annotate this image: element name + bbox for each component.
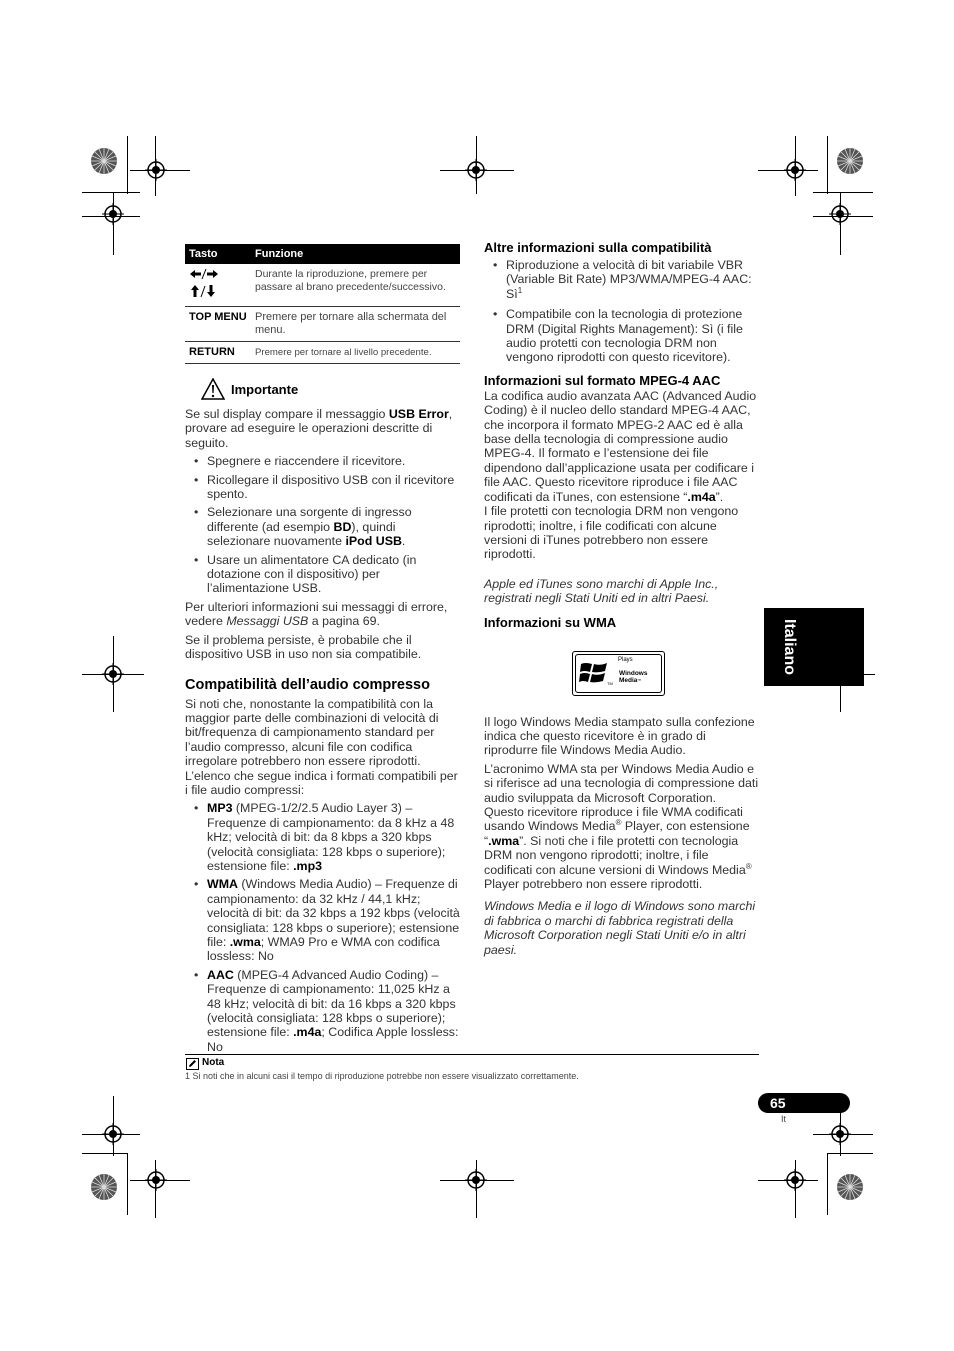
registration-mark-icon [465, 159, 487, 181]
logo-media: Media™ [619, 676, 642, 684]
table-cell-key: RETURN [185, 342, 251, 364]
registration-mark-icon [465, 1169, 487, 1191]
key-function-table [185, 244, 460, 364]
registration-mark-icon [829, 203, 851, 225]
format-list [185, 801, 460, 1054]
list-item: • Usare un alimentatore CA dedicato (in dotazione con il dispositivo) per l’alimentazione USB. [185, 553, 460, 596]
importante-body [185, 407, 460, 662]
wma-heading: Informazioni su WMA [484, 614, 617, 630]
list-item: • Ricollegare il dispositivo USB con il ricevitore spento. [185, 473, 460, 502]
list-item-wma: • WMA (Windows Media Audio) – Frequenze di campionamento: da 32 kHz / 44,1 kHz; velocità di bit: da 32 kbps a 192 kbps (velocità consigliata: 128 kbps o superiore); estensione file: .wma; WMA9 Pro e WMA con codifica lossless: No [185, 877, 460, 963]
table-row [185, 264, 460, 307]
nota-heading [185, 1057, 759, 1070]
table-header-key: Tasto [185, 244, 251, 264]
page-number: 65 [770, 1095, 786, 1111]
importante-list [185, 454, 460, 596]
persist-note: Se il problema persiste, è probabile che il dispositivo USB in uso non sia compatibile. [185, 632, 422, 662]
importante-heading [201, 378, 460, 402]
registration-mark-icon [102, 203, 124, 225]
more-info: Per ulteriori informazioni sui messaggi di errore, vedere Messaggi USB a pagina 69. [185, 599, 448, 629]
footnote [185, 1057, 759, 1082]
wma-trademark: Windows Media e il logo di Windows sono marchi di fabbrica o marchi di fabbrica registrati della Microsoft Corporation negli Stati Uniti e/o in altri paesi. [484, 899, 756, 957]
windows-media-logo [572, 651, 665, 696]
table-cell-function: Premere per tornare al livello precedente. [251, 342, 460, 364]
registration-mark-icon [102, 1123, 124, 1145]
table-cell-function: Durante la riproduzione, premere per passare al brano precedente/successivo. [251, 264, 460, 307]
starburst-target-icon [836, 1173, 864, 1201]
windows-flag-icon [579, 660, 609, 686]
registration-mark-icon [784, 1169, 806, 1191]
page-number-badge [758, 1093, 850, 1113]
altre-body [484, 258, 759, 365]
importante-intro: Se sul display compare il messaggio USB Error, provare ad eseguire le operazioni descritte di seguito. [185, 407, 453, 450]
page-language: It [781, 1114, 787, 1124]
warning-icon [201, 378, 225, 400]
registration-mark-icon [784, 159, 806, 181]
logo-tm: TM [607, 680, 613, 686]
registration-mark-icon [102, 663, 124, 685]
table-cell-key: TOP MENU [185, 307, 251, 342]
language-tab-label: Italiano [781, 618, 798, 676]
wma-description: L’acronimo WMA sta per Windows Media Audio e si riferisce ad una tecnologia di compressione dati audio sviluppata da Microsoft Corporation. Questo ricevitore riproduce i file WMA codificati usando Windows Media® Player, con estensione “.wma”. Si noti che i file protetti con tecnologia DRM non vengono riprodotti; inoltre, i file codificati con alcune versioni di Windows Media® Player potrebbero non essere riprodotti. [484, 761, 759, 891]
altre-heading: Altre informazioni sulla compatibilità [484, 240, 712, 255]
starburst-target-icon [90, 147, 118, 175]
arrow-left-right-icon [189, 268, 219, 280]
arrow-up-down-icon [189, 284, 219, 298]
starburst-target-icon [90, 1173, 118, 1201]
wma-logo-note: Il logo Windows Media stampato sulla confezione indica che questo ricevitore è in grado di riprodurre file Windows Media Audio. [484, 714, 755, 758]
compat-body [185, 697, 460, 1055]
table-header-function: Funzione [251, 244, 460, 264]
importante-title: Importante [231, 382, 299, 397]
table-row [185, 307, 460, 342]
arrow-keys-cell [185, 264, 251, 307]
right-column [484, 240, 759, 957]
compat-intro: Si noti che, nonostante la compatibilità con la maggior parte delle combinazioni di velocità di bit/frequenza di campionamento standard per l’audio compresso, alcuni file con codifica irregolare potrebbero non essere riprodotti. L’elenco che segue indica i formati compatibili per i file audio compressi: [185, 696, 458, 797]
table-row [185, 342, 460, 364]
nota-title: Nota [202, 1057, 225, 1068]
starburst-target-icon [836, 147, 864, 175]
registration-mark-icon [145, 1169, 167, 1191]
mpeg4-heading: Informazioni sul formato MPEG-4 AAC [484, 372, 721, 388]
left-column [185, 244, 460, 1054]
list-item-mp3: • MP3 (MPEG-1/2/2.5 Audio Layer 3) – Frequenze di campionamento: da 8 kHz a 48 kHz; velocità di bit: da 8 kbps a 320 kbps (velocità consigliata: 128 kbps o superiore); estensione file: .mp3 [185, 801, 460, 873]
mpeg4-paragraph: La codifica audio avanzata AAC (Advanced Audio Coding) è il nucleo dello standard MPEG-4 AAC, che incorpora il formato MPEG-2 AAC ed è alla base della tecnologia di compressione audio MPEG-4. Il formato e l’estensione dei file dipendono dall’applicazione usata per codificare i file AAC. Questo ricevitore riproduce i file AAC codificati da iTunes, con estensione “.m4a”. [484, 388, 757, 504]
logo-windows: Windows [619, 669, 648, 677]
list-item-aac: • AAC (MPEG-4 Advanced Audio Coding) – Frequenze di campionamento: 11,025 kHz a 48 kHz; velocità di bit: da 16 kbps a 320 kbps (velocità consigliata: 128 kbps o superiore); estensione file: .m4a; Codifica Apple lossless: No [185, 968, 460, 1054]
list-item: • Riproduzione a velocità di bit variabile VBR (Variable Bit Rate) MP3/WMA/MPEG-4 AAC: $Sì^1$ [484, 258, 759, 301]
list-item: • Compatibile con la tecnologia di protezione DRM (Digital Rights Management): Sì (i file audio protetti con tecnologia DRM non vengono riprodotti con questo ricevitore). [484, 307, 759, 365]
mpeg4-drm-note: I file protetti con tecnologia DRM non vengono riprodotti; inoltre, i file codificati con alcune versioni di iTunes potrebbero non essere riprodotti. [484, 504, 739, 562]
altre-list [484, 258, 759, 365]
wma-body [484, 715, 759, 958]
logo-plays: Plays [618, 656, 633, 663]
apple-trademark: Apple ed iTunes sono marchi di Apple Inc., registrati negli Stati Uniti ed in altri Paesi. [484, 576, 719, 606]
compat-heading: Compatibilità dell’audio compresso [185, 676, 430, 693]
mpeg4-body [484, 389, 759, 606]
list-item: • Spegnere e riaccendere il ricevitore. [185, 454, 460, 468]
note-pencil-icon [186, 1058, 199, 1070]
registration-mark-icon [145, 159, 167, 181]
table-cell-function: Premere per tornare alla schermata del menu. [251, 307, 460, 342]
nota-text: 1 Si noti che in alcuni casi il tempo di riproduzione potrebbe non essere visualizzato correttamente. [185, 1071, 579, 1081]
registration-mark-icon [829, 1123, 851, 1145]
list-item: • Selezionare una sorgente di ingresso differente (ad esempio BD), quindi selezionare nuovamente iPod USB. [185, 505, 460, 548]
footnote-rule [185, 1054, 759, 1055]
